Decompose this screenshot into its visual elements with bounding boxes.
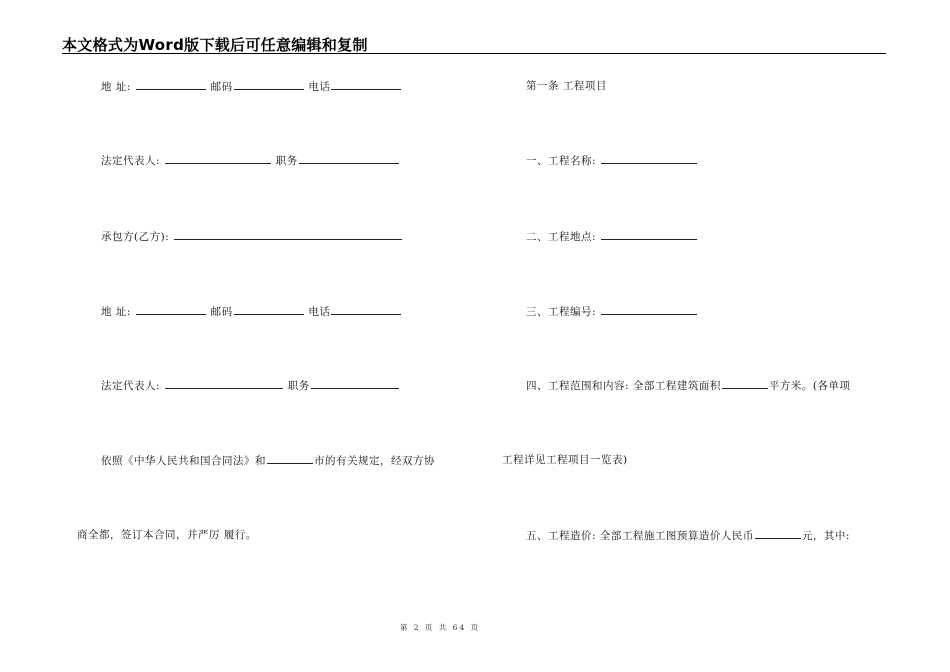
project-name-blank[interactable] (601, 153, 697, 164)
project-number-line (526, 304, 698, 319)
project-location-blank[interactable] (601, 229, 697, 240)
legal-rep-label: 法定代表人: (101, 380, 161, 392)
project-number-blank[interactable] (601, 304, 697, 315)
position-blank[interactable] (311, 378, 399, 389)
project-number-label: 三、工程编号: (526, 306, 597, 318)
project-cost-line (526, 528, 850, 543)
address-blank[interactable] (136, 304, 206, 315)
phone-label: 电话 (308, 81, 331, 93)
project-name-line (526, 153, 698, 168)
phone-label: 电话 (308, 306, 331, 318)
phone-blank[interactable] (331, 304, 401, 315)
page-number-footer: 第 2 页 共 64 页 (399, 623, 481, 632)
paragraph-text-a: 依照《中华人民共和国合同法》和 (101, 455, 266, 467)
legal-rep-line-1 (101, 153, 400, 168)
project-name-label: 一、工程名称: (526, 155, 597, 167)
cost-blank[interactable] (755, 528, 801, 539)
phone-blank[interactable] (331, 79, 401, 90)
paragraph-line-1 (101, 453, 435, 468)
project-scope-text-b: 平方米。(各单项 (768, 380, 851, 392)
project-scope-text-a: 四、工程范围和内容: 全部工程建筑面积 (526, 380, 721, 392)
legal-rep-line-2 (101, 378, 400, 393)
address-line-2 (101, 304, 402, 319)
document-header-title: 本文格式为Word版下载后可任意编辑和复制 (62, 36, 368, 54)
postcode-blank[interactable] (234, 304, 304, 315)
legal-rep-label: 法定代表人: (101, 155, 161, 167)
position-blank[interactable] (299, 153, 399, 164)
project-location-label: 二、工程地点: (526, 231, 597, 243)
project-scope-line (526, 378, 850, 393)
paragraph-text-b: 市的有关规定，经双方协 (314, 455, 435, 467)
paragraph-line-2: 商全都，签订本合同，并严厉 履行。 (77, 529, 257, 541)
postcode-label: 邮码 (210, 81, 233, 93)
address-label: 地 址: (101, 306, 131, 318)
area-blank[interactable] (722, 378, 768, 389)
legal-rep-blank[interactable] (165, 153, 271, 164)
legal-rep-blank[interactable] (165, 378, 283, 389)
address-label: 地 址: (101, 81, 131, 93)
contractor-line (101, 229, 403, 244)
project-cost-text-b: 元，其中: (801, 530, 850, 542)
contractor-blank[interactable] (174, 229, 402, 240)
project-scope-continuation: 工程详见工程项目一览表) (502, 454, 628, 466)
address-line-1 (101, 79, 402, 94)
position-label: 职务 (275, 155, 298, 167)
city-blank[interactable] (267, 453, 313, 464)
article-heading: 第一条 工程项目 (526, 80, 607, 92)
project-cost-text-a: 五、工程造价: 全部工程施工图预算造价人民币 (526, 530, 754, 542)
postcode-blank[interactable] (234, 79, 304, 90)
position-label: 职务 (287, 380, 310, 392)
postcode-label: 邮码 (210, 306, 233, 318)
contractor-label: 承包方(乙方): (101, 231, 170, 243)
header-divider (62, 53, 886, 54)
project-location-line (526, 229, 698, 244)
address-blank[interactable] (136, 79, 206, 90)
